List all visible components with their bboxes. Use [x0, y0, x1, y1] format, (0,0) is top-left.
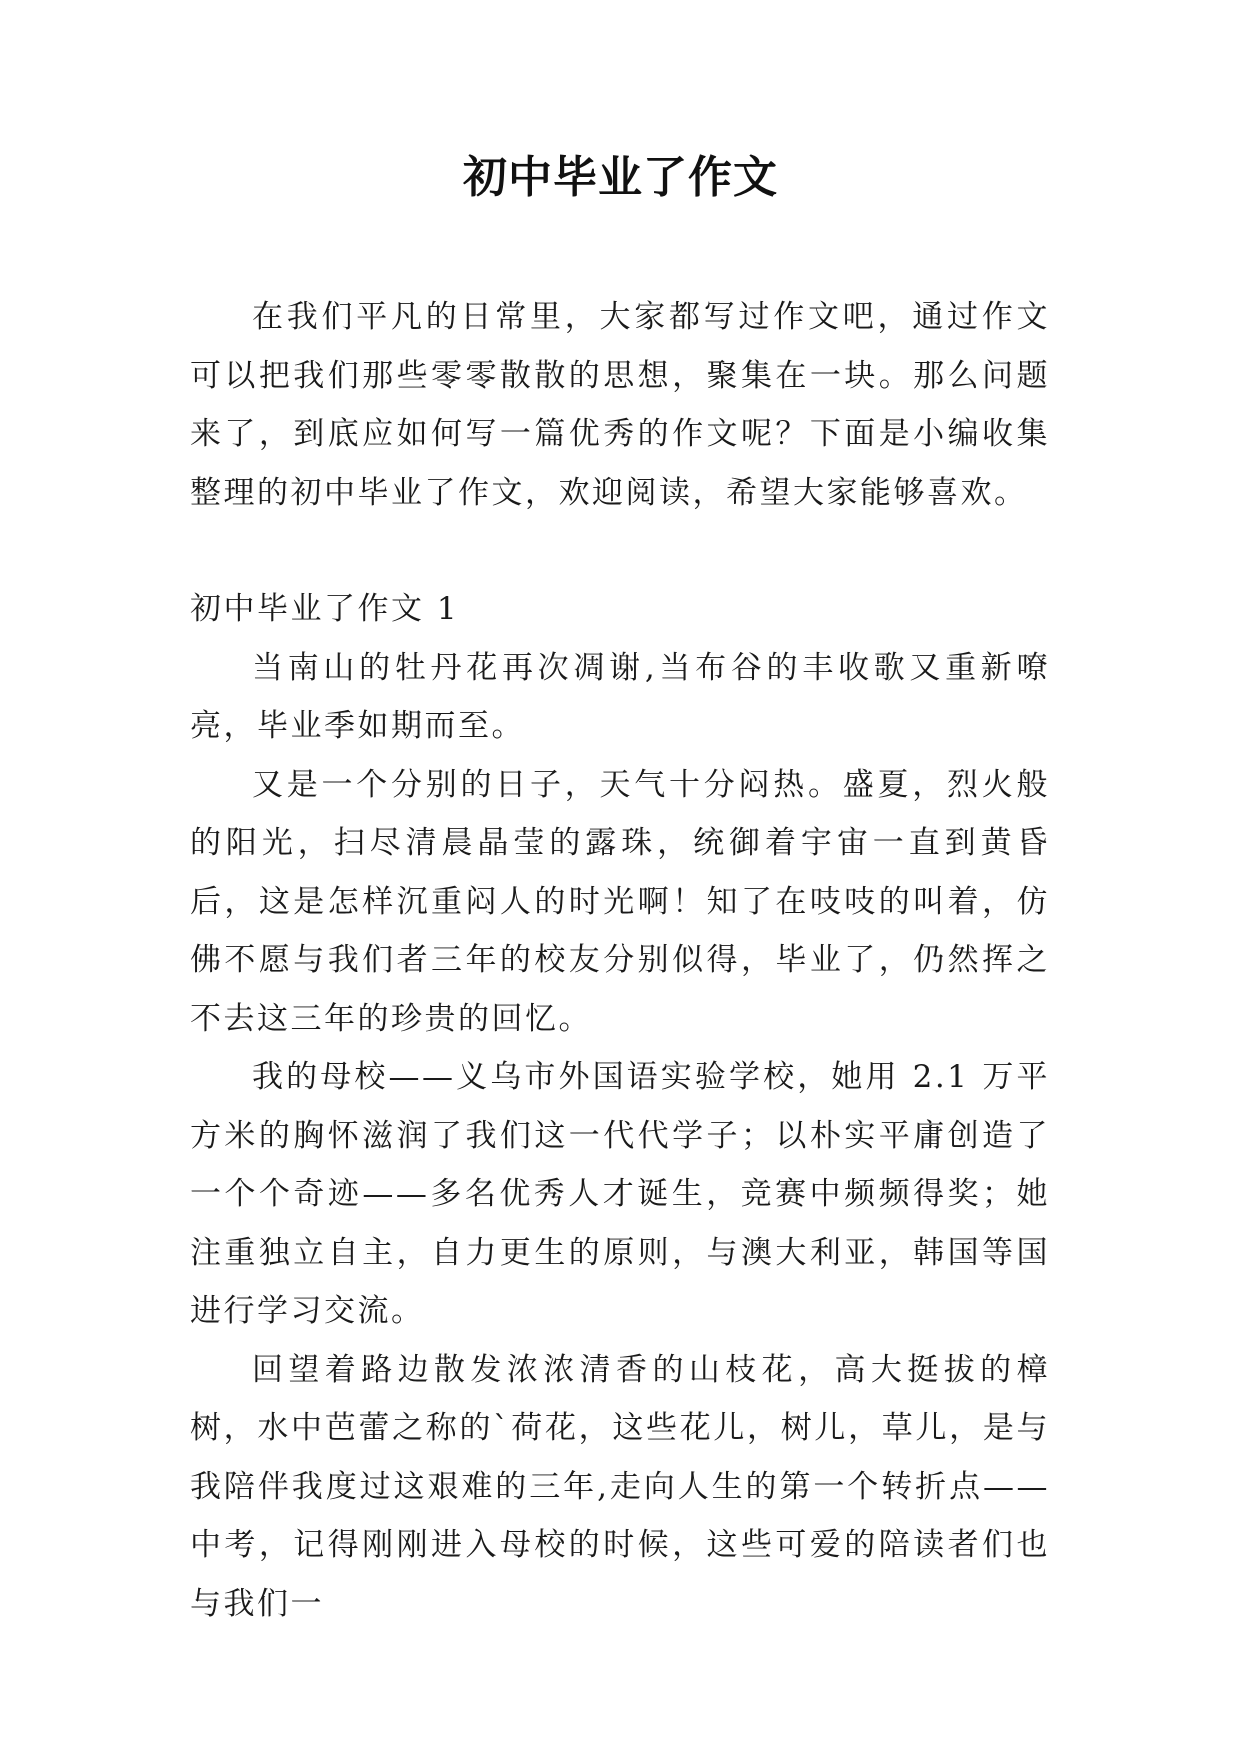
- document-body: [190, 288, 1050, 1633]
- body-paragraph-4: 回望着路边散发浓浓清香的山枝花，高大挺拔的樟树，水中芭蕾之称的`荷花，这些花儿，树儿，草儿，是与我陪伴我度过这艰难的三年,走向人生的第一个转折点——中考，记得刚刚进入母校的时候，这些可爱的陪读者们也与我们一: [190, 1351, 1050, 1622]
- paragraph-spacer: [190, 522, 1050, 580]
- intro-paragraph: 在我们平凡的日常里，大家都写过作文吧，通过作文可以把我们那些零零散散的思想，聚集在一块。那么问题来了，到底应如何写一篇优秀的作文呢？下面是小编收集整理的初中毕业了作文，欢迎阅读，希望大家能够喜欢。: [190, 299, 1050, 511]
- section-heading: 初中毕业了作文 1: [190, 591, 460, 627]
- body-paragraph-3: 我的母校——义乌市外国语实验学校，她用 2.1 万平方米的胸怀滋润了我们这一代代学子；以朴实平庸创造了一个个奇迹——多名优秀人才诞生，竞赛中频频得奖；她注重独立自主，自力更生的原则，与澳大利亚，韩国等国进行学习交流。: [190, 1059, 1050, 1329]
- document-title: 初中毕业了作文: [463, 152, 778, 203]
- body-paragraph-1: 当南山的牡丹花再次凋谢,当布谷的丰收歌又重新嘹亮，毕业季如期而至。: [190, 649, 1050, 744]
- body-paragraph-2: 又是一个分别的日子，天气十分闷热。盛夏，烈火般的阳光，扫尽清晨晶莹的露珠，统御着宇宙一直到黄昏后，这是怎样沉重闷人的时光啊！知了在吱吱的叫着，仿佛不愿与我们者三年的校友分别似得，毕业了，仍然挥之不去这三年的珍贵的回忆。: [190, 766, 1050, 1037]
